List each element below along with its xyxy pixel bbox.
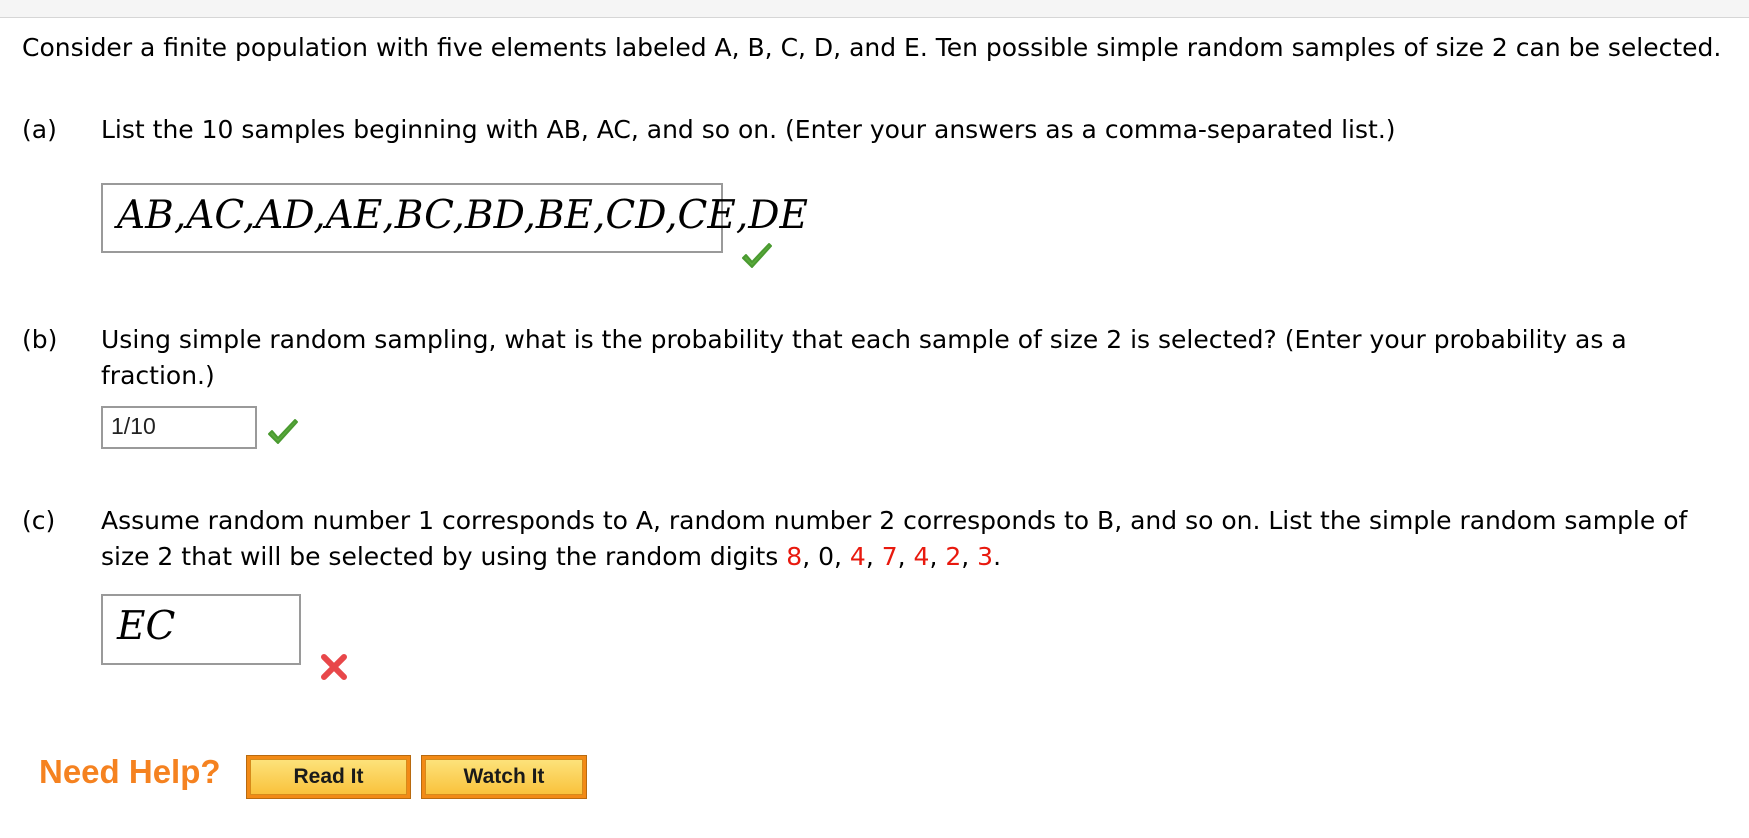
part-c-label: (c) (22, 506, 56, 535)
random-digit: 0 (818, 542, 834, 571)
part-b-text: Using simple random sampling, what is the probability that each sample of size 2 is selected? (Enter your probability as a fraction.) (101, 325, 1627, 390)
random-digit: 3 (977, 542, 994, 571)
part-a-text: List the 10 samples beginning with AB, AC, and so on. (Enter your answers as a comma-separated list.) (101, 115, 1396, 144)
digit-separator: , (802, 542, 819, 571)
part-c-answer-input[interactable] (101, 594, 301, 665)
part-b-answer-value: 1/10 (111, 413, 156, 439)
part-b-label: (b) (22, 325, 58, 354)
digit-separator: , (865, 542, 882, 571)
watch-it-button[interactable] (421, 755, 587, 799)
part-c-text (101, 503, 1741, 575)
part-a-label: (a) (22, 115, 57, 144)
part-b-answer-input[interactable] (101, 406, 257, 449)
check-icon (266, 418, 300, 448)
part-c-text-prefix: Assume random number 1 corresponds to A, random number 2 corresponds to B, and so on. List the simple random sample of size 2 that will be selected by using the random digits (101, 506, 1688, 571)
sentence-end: . (993, 542, 1002, 571)
part-a-answer-input[interactable] (101, 183, 808, 253)
read-it-label: Read It (250, 759, 407, 795)
random-digit: 8 (786, 542, 803, 571)
random-digit: 2 (945, 542, 962, 571)
digit-separator: , (961, 542, 978, 571)
digit-separator: , (929, 542, 946, 571)
check-icon (740, 242, 774, 272)
question-intro: Consider a finite population with five elements labeled A, B, C, D, and E. Ten possible simple random samples of size 2 can be selected. (22, 33, 1722, 62)
need-help-label: Need Help? (39, 753, 221, 790)
random-digit: 4 (849, 542, 866, 571)
digit-separator: , (834, 542, 850, 571)
part-a-answer-value: AB,AC,AD,AE,BC,BD,BE,CD,CE,DE (117, 193, 808, 238)
watch-it-label: Watch It (425, 759, 583, 795)
top-bar (0, 0, 1749, 18)
x-icon (319, 652, 349, 682)
random-digit: 7 (881, 542, 898, 571)
digit-separator: , (897, 542, 914, 571)
part-c-answer-value: EC (117, 604, 176, 649)
read-it-button[interactable] (246, 755, 411, 799)
random-digit: 4 (913, 542, 930, 571)
